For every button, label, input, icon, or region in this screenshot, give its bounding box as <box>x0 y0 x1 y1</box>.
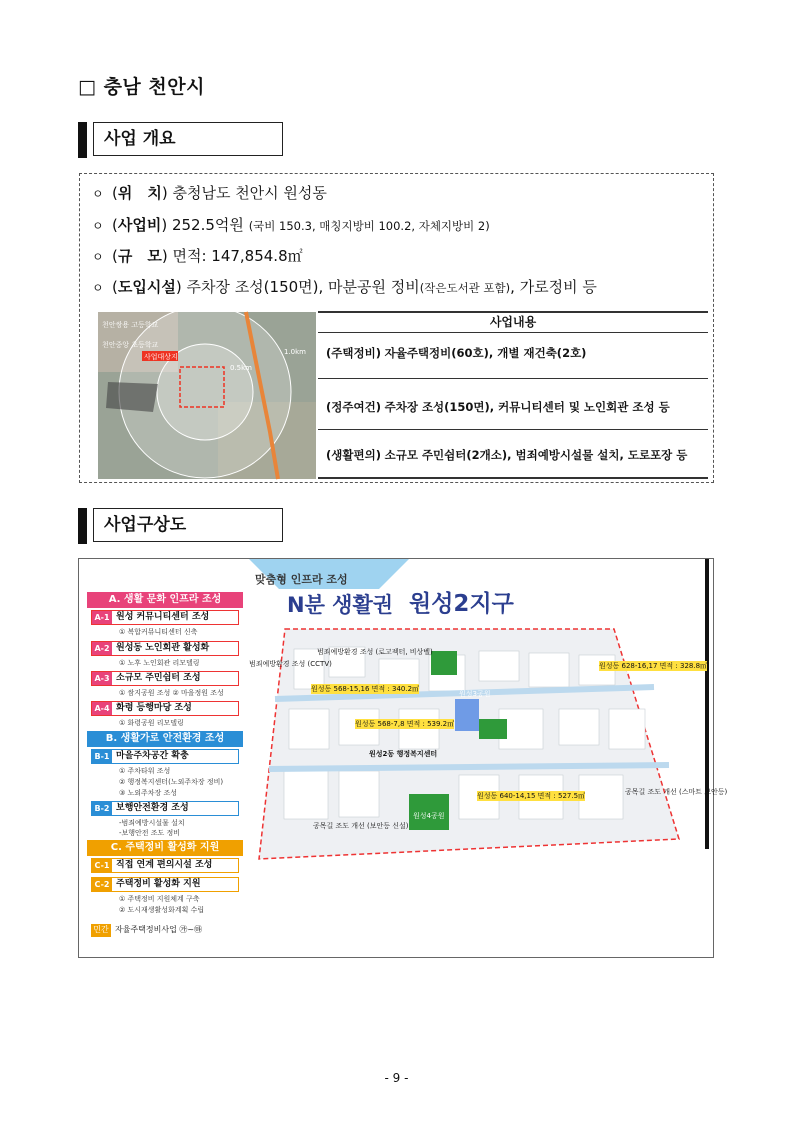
plan-annotation: 공목길 조도 개선 (스마트 보안등) <box>625 788 728 796</box>
overview-location: ㅇ (위 치) 충청남도 천안시 원성동 <box>92 184 327 202</box>
legend-item: A-3 소규모 주민쉼터 조성 <box>91 671 239 686</box>
radius-label-1km: 1.0km <box>284 348 307 356</box>
legend-sub: ① 노후 노인회관 리모델링 <box>119 659 200 667</box>
plan-annotation: 원성동 640-14,15 면적 : 527.5㎡ <box>477 792 586 800</box>
legend-item: C-2 주택정비 활성화 지원 <box>91 877 239 892</box>
legend-sub: ② 도시재생활성화계획 수립 <box>119 906 205 914</box>
legend-sub: -범죄예방시설물 설치 <box>119 819 185 827</box>
section-title: 사업구상도 <box>93 508 283 542</box>
legend-item: A-2 원성동 노인회관 활성화 <box>91 641 239 656</box>
plan-diagram <box>78 558 728 958</box>
legend-note: 민간 자율주택정비사업 ㉮~㉲ <box>91 924 202 937</box>
legend-group-b: B. 생활가로 안전환경 조성 <box>87 731 243 747</box>
section-title: 사업 개요 <box>93 122 283 156</box>
legend-sub: ② 행정복지센터(노외주차장 정비) <box>119 778 224 786</box>
plan-annotation: 공목길 조도 개선 (보안등 신설) <box>313 822 409 830</box>
table-row: (정주여건) 주차장 조성(150면), 커뮤니티센터 및 노인회관 조성 등 <box>326 400 670 414</box>
table-header: 사업내용 <box>318 311 708 333</box>
plan-annotation: 범죄예방환경 조성 (CCTV) <box>249 660 332 668</box>
legend-item: B-1 마을주차공간 확충 <box>91 749 239 764</box>
location-map-thumbnail <box>98 312 316 479</box>
legend-sub: ① 복합커뮤니티센터 신축 <box>119 628 198 636</box>
legend-group-c: C. 주택정비 활성화 지원 <box>87 840 243 856</box>
legend-sub: ① 쌈지공원 조성 ② 마을정원 조성 <box>119 689 224 697</box>
legend-group-a: A. 생활 문화 인프라 조성 <box>87 592 243 608</box>
legend-sub: ① 주택정비 지원체계 구축 <box>119 895 200 903</box>
legend-sub: ① 화령공원 리모델링 <box>119 719 184 727</box>
plan-annotation: 원성동 568-15,16 면적 : 340.2㎡ <box>311 685 420 693</box>
legend-item: A-4 화령 등행마당 조성 <box>91 701 239 716</box>
plan-annotation: 범죄예방환경 조성 (로고젝터, 비상벨) <box>317 648 433 656</box>
school-label-2: 천안중앙 초등학교 <box>102 341 159 349</box>
plan-title-b: 원성2지구 <box>409 591 514 617</box>
legend-item: A-1 원성 커뮤니티센터 조성 <box>91 610 239 625</box>
section-bar <box>78 508 87 544</box>
radius-label-500m: 0.5km <box>230 364 253 372</box>
aerial-map-graphic <box>98 312 316 479</box>
section-bar <box>78 122 87 158</box>
table-row: (생활편의) 소규모 주민쉼터(2개소), 범죄예방시설물 설치, 도로포장 등 <box>326 448 688 462</box>
legend-sub: ① 주차타워 조성 <box>119 767 171 775</box>
legend-item: C-1 직접 연계 편의시설 조성 <box>91 858 239 873</box>
legend-sub: -보행안전 조도 정비 <box>119 829 181 837</box>
plan-annotation: 원성동 628-16,17 면적 : 328.8㎡ <box>599 662 708 670</box>
plan-topline: 맞춤형 인프라 조성 <box>255 573 348 586</box>
legend-sub: ③ 노외주차장 조성 <box>119 789 178 797</box>
legend-item: B-2 보행안전환경 조성 <box>91 801 239 816</box>
school-label-1: 천안쌍용 고등학교 <box>102 321 159 329</box>
plan-annotation: 원성동 568-7,8 면적 : 539.2㎡ <box>355 720 455 728</box>
overview-box <box>79 173 714 483</box>
plan-annotation: 원성2동 행정복지센터 <box>369 750 438 758</box>
overview-scale: ㅇ (규 모) 면적: 147,854.8㎡ <box>92 247 303 265</box>
plan-annotation: 원성4공원 <box>413 812 445 820</box>
overview-cost: ㅇ (사업비) 252.5억원 (국비 150.3, 매칭지방비 100.2, 자체지방비 2) <box>92 216 490 234</box>
plan-annotation: 원성3공원 <box>459 690 491 698</box>
site-label: 사업대상지 <box>144 353 178 361</box>
business-content-table <box>318 311 708 479</box>
page-number: - 9 - <box>384 1071 409 1085</box>
page-title: □ 충남 천안시 <box>78 76 205 98</box>
overview-facility: ㅇ (도입시설) 주차장 조성(150면), 마분공원 정비(작은도서관 포함), 가로정비 등 <box>92 278 597 296</box>
table-row: (주택정비) 자율주택정비(60호), 개별 재건축(2호) <box>326 346 587 360</box>
plan-title-a: N분 생활권 <box>287 593 394 617</box>
